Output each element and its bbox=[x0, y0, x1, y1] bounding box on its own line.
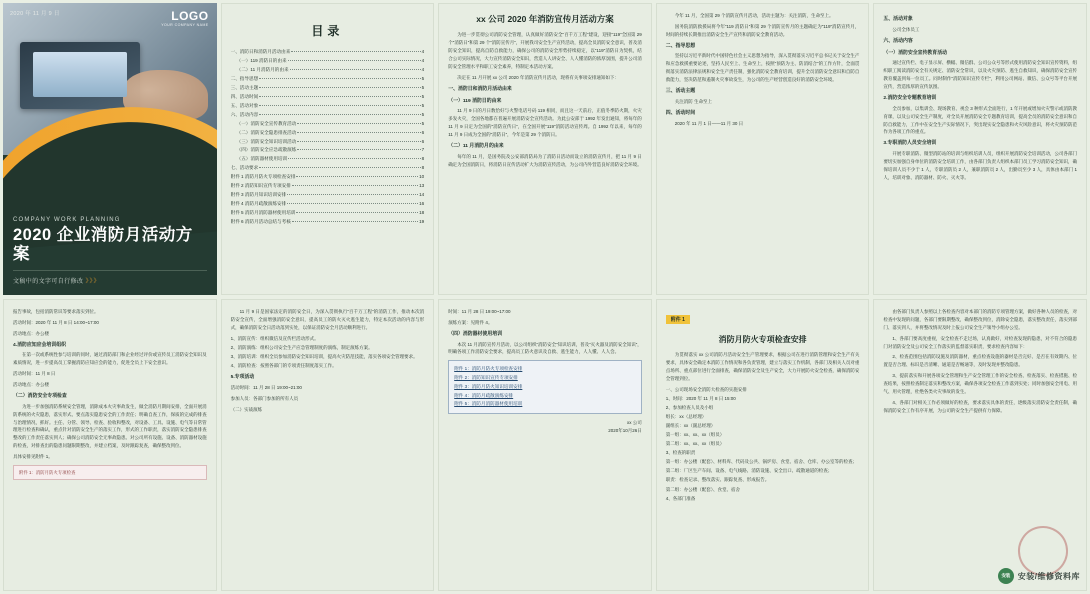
toc-entry-label: 六、活动内容 bbox=[230, 111, 259, 117]
toc-leader bbox=[290, 69, 421, 70]
toc-entry-page: 5 bbox=[421, 120, 425, 126]
paragraph: 为进一步贯彻公司消防安全管理，认真做好消防安全“百千万工程”建设，迎接“119”全国第 29 个“消防日”和第 29 个“消防宣传月”，开展我司安全生产宣传活动，提高全员消防安全意识，普及消防安全知识，提高自防自救能力，确保公司的消防安全形势持续稳定，以“119”消防日为契机，结合公司实际情况，大力宣传消防安全知识，营造人人讲安全、人人懂消防的浓厚氛围，提升公司消防安全管理水平和职工安全素养，特制定本活动方案。 bbox=[448, 32, 642, 69]
heading-subsection: 3.专职消防人员安全培训 bbox=[883, 141, 937, 147]
toc-entry-page: 8 bbox=[421, 156, 425, 162]
toc-entry-label: 附件 6 消防月活动总结与考核 bbox=[230, 219, 291, 225]
page6-body bbox=[4, 300, 216, 590]
toc-entry[interactable] bbox=[231, 209, 425, 218]
signature-block bbox=[448, 419, 642, 435]
toc-entry-page: 18 bbox=[419, 210, 425, 216]
cover-logo-subtext: YOUR COMPANY NAME bbox=[161, 23, 209, 27]
paragraph: 全员参加，以集训会、现场教育、视会 3 种形式全面进行，1 年开展或增加火灾警示或消防教育课，以及公司安全生产制度，对全员开展消防安全专题教育培训，提高全员的消防安全意识和自防自救能力，工作中在安全生产实际情况下，突出现实安全隐患和火灾风险意识，将火灾预防防范作为各项工作的重点。 bbox=[883, 105, 1077, 135]
list-item: 职责：检查记录、整改落实、跟踪复查、形成报告。 bbox=[665, 477, 770, 483]
attachment-callout-text: 附件 1：消防月防火专项检查 bbox=[19, 469, 76, 475]
toc-entry[interactable] bbox=[231, 173, 425, 182]
attachment-link[interactable]: 附件 2：消防知识宣传专项安排 bbox=[454, 375, 518, 381]
watermark-text: 安装/维修资料库 bbox=[1017, 571, 1080, 581]
toc-entry-page: 8 bbox=[421, 165, 425, 171]
toc-entry-label: （二）消防安全隐患排查活动 bbox=[236, 129, 297, 135]
attachment-title: 消防月防火专项检查安排 bbox=[718, 335, 807, 344]
toc-entry-page: 5 bbox=[421, 93, 425, 99]
toc-entry[interactable] bbox=[231, 129, 425, 138]
toc-entry-label: 七、活动要求 bbox=[230, 165, 259, 171]
page8-body bbox=[439, 300, 651, 590]
list-item: 1、消防宣传：组织微信及宣传栏活动形式。 bbox=[230, 335, 319, 341]
list-item: 第一组：办公楼（配套）、材料库、代码及公共、锅炉房、食堂、宿舍、仓库、办公室等的检查； bbox=[665, 459, 858, 465]
toc-entry-label: 四、活动时间 bbox=[230, 93, 259, 99]
page9-body bbox=[657, 300, 869, 590]
list-item: 第一组：xx、xx、xx（组员） bbox=[665, 431, 725, 437]
cover-date: 2020 年 11 月 9 日 bbox=[10, 11, 60, 17]
toc-leader bbox=[287, 194, 418, 195]
attachment-link[interactable]: 附件 3：消防月防火知识培训安排 bbox=[454, 383, 523, 389]
toc-entry[interactable] bbox=[231, 155, 425, 164]
cover-note bbox=[13, 276, 207, 285]
page-attachment-1 bbox=[656, 299, 870, 591]
list-item: 1、时间：2020 年 11 月 8 日 15:00 bbox=[665, 395, 736, 401]
watermark bbox=[998, 568, 1080, 584]
page-activity-content bbox=[873, 3, 1087, 295]
cover-note-text: 文稿中的文字可自行修改 bbox=[13, 279, 84, 285]
toc-entry[interactable] bbox=[231, 84, 425, 93]
cover-body bbox=[3, 217, 217, 295]
toc-entry-page: 10 bbox=[419, 174, 425, 180]
toc-leader bbox=[297, 132, 420, 133]
toc-title: 目录 bbox=[311, 24, 344, 38]
cover-english-title: COMPANY WORK PLANNING bbox=[13, 217, 121, 224]
activity-list bbox=[231, 335, 425, 370]
toc-entry-page: 19 bbox=[419, 219, 425, 225]
list-item: 第二组：厂区生产车间、设备、电气线路、消防设施、安全出口、疏散通道的检查； bbox=[665, 468, 833, 474]
paragraph: 参加人员：各部门参加的所有人员 bbox=[230, 395, 299, 401]
toc-entry[interactable] bbox=[231, 93, 425, 102]
toc-entry-label: 附件 4 消防月疏散演练安排 bbox=[230, 201, 287, 207]
list-item: 2、消防演练：组织公司安全生产应急管理制度的演练，制定演练方案。 bbox=[230, 344, 373, 350]
toc-entry-page: 13 bbox=[419, 183, 425, 189]
toc-entry-label: 附件 3 消防月知识培训安排 bbox=[230, 192, 287, 198]
attachment-link[interactable]: 附件 5：消防月消防器材使用培训 bbox=[454, 401, 523, 407]
paragraph: 11 月 9 日是国家法定的消防安全日，为深入贯彻执行“百千万工程”的消防工作，推动本次消防安全宣传，全面增强消防安全意识，提高员工的防火灭火逃生能力，特定本次活动的内容与形式，确保消防安全日活动落到实处，以保证消防安全月活动顺利进行。 bbox=[230, 309, 425, 330]
toc-body bbox=[222, 4, 434, 294]
paragraph: 通过宣传栏、电子显示屏、横幅、微信群、公司公众号等形式使用消防安全知识宣传资料，组织职工阅读消防安全有关规定、消防安全常识，以及火灾预防、逃生自救知识，确保消防安全宣传教育覆盖到每一位员工。同时制作“消防知识宣传专栏”，利用公司网站、微信、公众号等平台开展宣传，营造浓厚的宣传氛围。 bbox=[883, 60, 1077, 90]
heading-section: 四、活动时间 bbox=[665, 110, 696, 116]
toc-leader bbox=[288, 60, 421, 61]
toc-entry-label: （一）消防安全宣传教育活动 bbox=[236, 120, 297, 126]
toc-entry[interactable] bbox=[231, 191, 425, 200]
page5-body bbox=[874, 4, 1086, 294]
attachment-callout bbox=[13, 465, 207, 480]
paragraph: 时间：11 月 28 日 19:00~17:00 bbox=[448, 309, 511, 314]
paragraph: 为贯彻落实 xx 公司消防月活动安全生产管理要求，根据公司在进行消防管理和安全生产有关要求，具体安全确定本消防工作情况和各负责管理，建立与落实工作机制，各部门及相关人员对重点场所、重点部位进行全面排查，确保消防安全及生产安全，大力开展防火安全检查，确保消防安全管理到位。 bbox=[665, 352, 860, 381]
toc-entry-label: （五）消防器材使用培训 bbox=[236, 156, 288, 162]
cover-logo bbox=[161, 10, 208, 28]
heading-subsection: （一）消防安全宣传教育活动 bbox=[883, 50, 947, 56]
page-attachment-index bbox=[438, 299, 652, 591]
cover-note-arrows: 》》》 bbox=[85, 279, 101, 285]
cover-logo-text: LOGO bbox=[171, 9, 209, 23]
attachment-badge: 附件 1 bbox=[666, 315, 690, 324]
toc-entry[interactable] bbox=[231, 111, 425, 120]
paragraph: 每年的 11 月，是国务院及公安部消防局为了消防日活动而设立的消防宣传月，把 11 月 9 日确定为全国消防日，将消防日宣传活动扩大为消防宣传活动，为公司内外营造良好消防安全环境。 bbox=[448, 153, 642, 167]
toc-entry-label: 附件 2 消防知识宣传专项安排 bbox=[230, 183, 291, 189]
toc-entry-page: 6 bbox=[421, 129, 425, 135]
toc-entry-page: 5 bbox=[421, 75, 425, 81]
page-activity-forms bbox=[221, 299, 435, 591]
paragraph: 4、各部门对相关工作必须做好的检查，要求落实具体的责任，逐级落实消防安全责任制，确保消防安全工作有序开展，为公司的安全生产提供有力保障。 bbox=[883, 399, 1077, 413]
attachment-list-box bbox=[448, 360, 642, 414]
page3-body bbox=[439, 4, 651, 294]
page4-body bbox=[657, 4, 869, 294]
paragraph: 1、各部门要高度重视，安全检查不走过场，认真做好，对检查发现的隐患，对不符合的隐患门对消防安全及公司安全工作落实的监督落实职责，要求检查内容如下： bbox=[883, 335, 1077, 349]
toc-entry-label: 五、活动对象 bbox=[230, 102, 259, 108]
toc-leader bbox=[259, 167, 420, 168]
toc-entry[interactable] bbox=[231, 218, 425, 227]
list-item: 4、各部门准备 bbox=[665, 495, 696, 501]
paragraph: 今年 11 月，全国第 29 个消防宣传月活动，活动主题为：关注消防，生命至上。 bbox=[674, 13, 834, 18]
toc-leader bbox=[287, 203, 418, 204]
toc-entry[interactable] bbox=[231, 66, 425, 75]
paragraph: 关注消防 生命至上 bbox=[674, 98, 713, 104]
toc-entry[interactable] bbox=[231, 200, 425, 209]
toc-entry-label: （一）119 消防日的由来 bbox=[236, 57, 287, 63]
toc-entry[interactable] bbox=[231, 102, 425, 111]
page-plan-intro bbox=[438, 3, 652, 295]
signature-date: 2020年10月26日 bbox=[608, 428, 642, 434]
watermark-logo-icon: 安装 bbox=[998, 568, 1014, 584]
toc-leader bbox=[288, 158, 420, 159]
list-item: 4、消防检查：按照各部门的专项责任制度落实工作。 bbox=[230, 362, 337, 368]
paragraph: 活动时间：2020 年 11 月 8 日 14:00~17:00 bbox=[13, 319, 99, 325]
toc-list bbox=[231, 48, 425, 227]
heading-section: 三、活动主题 bbox=[665, 88, 696, 94]
toc-leader bbox=[259, 87, 420, 88]
toc-entry-page: 7 bbox=[421, 147, 425, 153]
heading-subsection: 5.专项活动 bbox=[230, 375, 255, 380]
attachment-link[interactable]: 附件 1：消防月防火专项检查安排 bbox=[454, 366, 523, 372]
cover-title: 2020 企业消防月活动方案 bbox=[13, 226, 193, 264]
toc-entry-label: 一、消防日和消防月活动由来 bbox=[230, 49, 291, 54]
toc-entry[interactable] bbox=[231, 75, 425, 84]
toc-leader bbox=[297, 149, 420, 150]
toc-entry[interactable] bbox=[231, 120, 425, 129]
toc-entry[interactable] bbox=[231, 146, 425, 155]
toc-leader bbox=[291, 51, 420, 52]
paragraph: 活动时间：11 月 28 日 19:00~21:00 bbox=[230, 384, 302, 390]
paragraph: 演练方案：见附件 4。 bbox=[448, 319, 493, 325]
toc-leader bbox=[259, 78, 420, 79]
toc-leader bbox=[292, 221, 418, 222]
paragraph: 3、提前落实和开展各项安全管理和生产安全管理工作的安全检查、检查落实、检查措施、检查结果，按照检查制定落实和整改方案，确保各项安全检查工作落到实处；同时加强安全用电、用气、用火管理，杜绝各类火灾事故的发生。 bbox=[883, 373, 1077, 394]
heading-subsection: （四）消防器材使用培训 bbox=[448, 331, 502, 337]
list-item: 一、公司现场安全消防大检查的实施安排 bbox=[665, 386, 747, 392]
toc-entry-label: （二）11 月消防月的由来 bbox=[236, 66, 289, 72]
paragraph: 2020 年 11 月 1 日——11 月 30 日 bbox=[674, 120, 744, 126]
paragraph: 在第一次或系统性参与培训的同时，通过消防部门和企业经过评价或宣传员工消防安全知识及素质情况，进一步提高员工掌握消防应知应会的能力，促进全员上下安全意识。 bbox=[13, 352, 207, 366]
heading-section: 六、活动内容 bbox=[883, 38, 913, 44]
toc-entry-label: 二、指导思想 bbox=[230, 75, 259, 81]
list-item: 2、参加检查人员及小组 bbox=[665, 404, 714, 410]
toc-entry[interactable] bbox=[231, 138, 425, 147]
toc-leader bbox=[297, 141, 420, 142]
paragraph: 11 月 9 日的月日数恰好与火警电话号码 119 相同，而且这一天前后，正值冬季防火期，火灾多发火灾，全国各地都在普遍开展消防安全宣传活动。为此公安部于 1992 年发出通知，将每年的 11 月 9 日定为全国的“消防宣传日”，在全国开展“119”消防活动宣传周。自 1992 年以来，每年的 11 月 9 日成为全国的“消防日”，今年是第 29 个消防日。 bbox=[448, 108, 642, 138]
paragraph: 公司全体员工 bbox=[892, 26, 920, 32]
toc-entry-page: 5 bbox=[421, 111, 425, 117]
page-safety-inspection bbox=[3, 299, 217, 591]
inspection-plan-list bbox=[666, 386, 860, 503]
toc-entry-label: 附件 5 消防月消防器材使用培训 bbox=[230, 210, 296, 216]
page-attachment-1-cont bbox=[873, 299, 1087, 591]
page-toc bbox=[221, 3, 435, 295]
toc-leader bbox=[292, 185, 418, 186]
toc-entry-label: 三、活动主题 bbox=[230, 84, 259, 90]
toc-entry-label: （三）消防安全知识培训活动 bbox=[236, 138, 297, 144]
list-item: 第二组：xx、xx、xx（组员） bbox=[665, 441, 725, 447]
toc-leader bbox=[296, 212, 418, 213]
toc-entry-label: （四）消防安全应急疏散演练 bbox=[236, 147, 297, 153]
list-item: 副组长：xx（副总经理） bbox=[665, 422, 716, 428]
toc-entry-page: 14 bbox=[419, 192, 425, 198]
toc-leader bbox=[259, 105, 420, 106]
page-guiding-ideology bbox=[656, 3, 870, 295]
toc-entry[interactable] bbox=[231, 48, 425, 57]
heading-subsection: （二）消防安全专项检查 bbox=[13, 393, 67, 399]
list-item: 3、检查的职责 bbox=[665, 450, 696, 456]
signature-company: xx 公司 bbox=[627, 419, 642, 425]
toc-entry-label: 附件 1 消防月防火专项检查安排 bbox=[230, 174, 296, 180]
paragraph: 国务院消防救援局将今年“119 消防日”和第 29 个消防宣传月的主题确定为“119”消防宣传月，时间的持续长期推出消防安全生产宣传和消防安全教育活动。 bbox=[665, 23, 860, 37]
heading-subsection: （一）119 消防日的由来 bbox=[448, 98, 502, 104]
page-title: xx 公司 2020 年消防宣传月活动方案 bbox=[476, 14, 614, 24]
heading-subsection: 4.消防应知应会培训组织 bbox=[13, 342, 66, 348]
heading-section: 二、指导思想 bbox=[665, 43, 696, 49]
page7-body bbox=[222, 300, 434, 590]
attachment-link[interactable]: 附件 4：消防月疏散演练安排 bbox=[454, 392, 514, 398]
paragraph: 活动地点：办公楼 bbox=[13, 330, 49, 336]
toc-leader bbox=[297, 123, 420, 124]
paragraph: 由各部门负责人参照以上各检查内容对本部门的消防专项管理方案，做好各种人员的检查，对检查中发现的问题，各部门要限期整改，确保整改到位，消除安全隐患，落实整改责任，落实到部门、落实到人，并将整改情况及时上报公司安全生产领导小组办公室。 bbox=[883, 309, 1077, 330]
toc-entry[interactable] bbox=[231, 182, 425, 191]
paragraph: 2、检查范围包括消防设施及消防器材，重点检查设施的器材是否完好、是否在有效期内、位置是否合理、标识是否清晰、通道是否畅通等，及时发现并整改隐患。 bbox=[883, 354, 1077, 368]
heading-subsection: （二）11 月消防月的由来 bbox=[448, 143, 504, 149]
heading-section: 五、活动对象 bbox=[883, 17, 913, 22]
toc-entry-page: 5 bbox=[421, 84, 425, 90]
toc-leader bbox=[259, 114, 420, 115]
paragraph: 报告事故，包括消防常识等要求落实到位。 bbox=[13, 309, 99, 314]
toc-entry-page: 4 bbox=[421, 49, 425, 54]
toc-entry[interactable] bbox=[231, 164, 425, 173]
toc-leader bbox=[259, 96, 420, 97]
paragraph: 本次 11 月消防宣传月活动，以公司组织“消防安全”知识培训，普及“灭火器及消防安全知识”，明确各项工作消防安全要求，提高员工防火意识及自救、逃生能力，人人懂、人人会。 bbox=[448, 341, 642, 355]
paragraph: 活动地点：办公楼 bbox=[13, 382, 49, 388]
paragraph: （二）实战演练 bbox=[230, 406, 263, 412]
list-item: 第二组：办公楼（配套）、食堂、宿舍 bbox=[665, 486, 741, 492]
paragraph: 活动时间：11 月 8 日 bbox=[13, 371, 56, 377]
toc-leader bbox=[296, 176, 418, 177]
paragraph: 开展专职消防、微型消防站的培训与组织培训人员，组织开展消防安全培训活动，公司各部门要切实加强自身单位的消防安全培训工作，由各部门负责人组织本部门员工学习消防安全知识，确保培训人员不少于 1 人，专职消防员 2 人，兼职消防员 2 人，出勤员至少 3 人，具体由本部门 1 人，培训对象、消防器材、防火、灭火等。 bbox=[883, 151, 1077, 180]
heading-section: 一、消防日和消防月活动由来 bbox=[448, 86, 512, 92]
toc-entry[interactable] bbox=[231, 57, 425, 66]
list-item: 3、消防培训：组织全员参加消防安全知识培训，提高火灾防范技能，落实各项安全管理要求。 bbox=[230, 353, 418, 359]
toc-entry-page: 6 bbox=[421, 138, 425, 144]
heading-subsection: 2.消防安全专题教育培训 bbox=[883, 95, 937, 101]
paragraph: 为进一步加强消防系统安全管理，消除成本火灾事故发生，做全消防月期间安排，全面开展消防系统的火灾隐患，落实形式、要点落实隐患安全的工作责任；明确自查工作，保质的完成的排查与治理情况，抓好。主任、分管、领导、检查、验收和整改，对设备、工具、设施、电气等日常管理进行检查和确认，重点针对消防安全生产的落实工作，形式的工作职责，落实消防安全隐患排查整改的工作责任落实到人；确保公司消防安全无事故隐患。对公司所有设施、设备、消防器材设施的检查，对排查出的隐患问题限期整改，并建立档案，及时跟踪复查，确保整改到位。 bbox=[13, 403, 207, 449]
list-item: 组长：xx（总经理） bbox=[665, 413, 707, 419]
toc-entry-page: 4 bbox=[421, 57, 425, 63]
toc-entry-page: 5 bbox=[421, 102, 425, 108]
cover-divider bbox=[13, 270, 207, 271]
toc-entry-page: 16 bbox=[419, 201, 425, 207]
page-cover bbox=[3, 3, 217, 295]
paragraph: 坚持以习近平新时代中国特色社会主义思想为指导，深入贯彻落实习近平总书记关于安全生产和应急救援重要论述，坚持人民至上、生命至上，按照“预防为主、防消结合”的工作方针，全面贯彻落实消防法律法规和安全生产责任制，强化消防安全教育培训，提升全员消防安全意识和自防自救能力，坚决防范和遏制火灾事故发生，为公司的生产经营创造良好的消防安全环境。 bbox=[665, 53, 860, 83]
paragraph: 决定在 11 月开展 xx 公司 2020 年消防宣传月活动，现将有关事项安排通知如下： bbox=[457, 74, 619, 80]
toc-entry-page: 4 bbox=[421, 66, 425, 72]
paragraph: 具体安排见附件 1。 bbox=[13, 454, 53, 460]
